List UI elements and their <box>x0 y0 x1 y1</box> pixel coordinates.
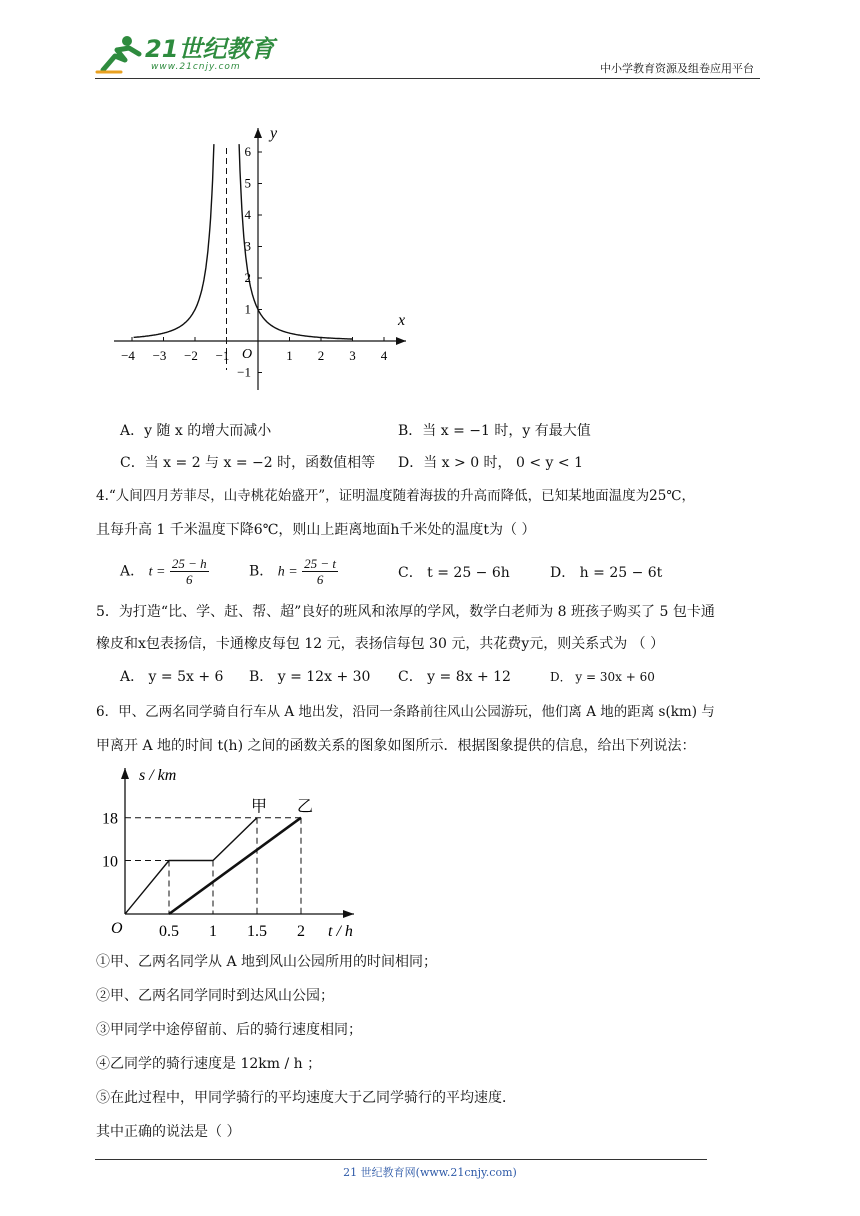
q4-line1: 4.“人间四月芳菲尽，山寺桃花始盛开”，证明温度随着海拔的升高而降低，已知某地面温度为25℃， <box>96 488 695 504</box>
q5-line2: 橡皮和x包表扬信，卡通橡皮每包 12 元，表扬信每包 30 元，共花费y元，则关系式为 （ ） <box>96 636 665 652</box>
curve-left-branch <box>134 144 214 337</box>
t-tick-label: 0.5 <box>159 923 179 940</box>
origin-label: O <box>111 920 123 937</box>
y-tick-label: −1 <box>237 364 251 380</box>
q6-statement-3: ③甲同学中途停留前、后的骑行速度相同； <box>96 1022 362 1038</box>
x-tick-label: −2 <box>184 348 198 363</box>
logo-runner-icon <box>95 34 143 74</box>
footer-site: 21 世纪教育网(www.21cnjy.com) <box>343 1166 517 1179</box>
q5-line1: 5．为打造“比、学、赶、帮、超”良好的班风和浓厚的学风，数学白老师为 8 班孩子购买了 5 包卡通 <box>96 604 715 620</box>
q6-line2: 甲离开 A 地的时间 t(h) 之间的函数关系的图象如图所示．根据图象提供的信息，给出下列说法： <box>96 738 696 754</box>
x-tick-label: −4 <box>121 348 135 363</box>
y-tick-label: 2 <box>244 270 251 285</box>
y-tick-label: 5 <box>244 175 251 191</box>
yi-label: 乙 <box>297 798 314 816</box>
t-axis-arrow <box>343 910 354 918</box>
y-tick-label: 6 <box>244 144 251 159</box>
q4-a-den: 6 <box>186 572 193 587</box>
q4-option-d: D． h = 25 − 6t <box>550 565 663 581</box>
q4-b-den: 6 <box>316 572 324 587</box>
x-axis-label: x <box>398 312 406 329</box>
q4-b-label: B． <box>249 563 274 580</box>
jia-label: 甲 <box>251 798 268 816</box>
q4-b-num: 25 − t <box>304 556 337 571</box>
logo-main: 21世纪教育 <box>145 35 275 63</box>
q5-option-b: B． y = 12x + 30 <box>249 669 371 685</box>
q4-a-lhs: t = <box>148 564 166 580</box>
q6-ask: 其中正确的说法是（ ） <box>96 1124 241 1140</box>
s-tick-label: 18 <box>102 810 118 828</box>
q3-option-b: B．当 x = −1 时，y 有最大值 <box>398 423 591 439</box>
q6-statement-4: ④乙同学的骑行速度是 12km / h ； <box>96 1056 322 1072</box>
y-axis-arrow <box>254 128 262 138</box>
q4-b-frac <box>302 556 338 587</box>
q3-option-d: D．当 x > 0 时， 0 < y < 1 <box>398 455 583 471</box>
q4-a-label: A． <box>120 563 145 580</box>
q6-statement-5: ⑤在此过程中，甲同学骑行的平均速度大于乙同学骑行的平均速度． <box>96 1090 516 1106</box>
function-graph <box>100 118 420 400</box>
x-tick-label: −1 <box>215 348 230 363</box>
y-tick-label: 3 <box>244 238 251 254</box>
x-tick-label: −3 <box>152 348 167 363</box>
q5-option-c: C． y = 8x + 12 <box>398 669 511 685</box>
q5-option-d: D． y = 30x + 60 <box>550 670 655 684</box>
distance-time-graph <box>96 758 376 948</box>
q3-option-a: A．y 随 x 的增大而减小 <box>120 423 272 439</box>
curve-right-branch <box>239 144 352 339</box>
y-tick-label: 4 <box>244 207 251 222</box>
s-axis-label: s / km <box>139 767 177 784</box>
s-tick-label: 10 <box>102 853 118 871</box>
q6-statement-1: ①甲、乙两名同学从 A 地到风山公园所用的时间相同； <box>96 954 438 970</box>
header-rule <box>95 78 760 79</box>
q4-option-a <box>120 556 209 587</box>
line-yi <box>169 818 301 914</box>
q4-a-num: 25 − h <box>171 556 207 571</box>
x-tick-label: 2 <box>317 348 325 363</box>
x-tick-label: 1 <box>286 348 293 363</box>
t-tick-label: 1.5 <box>247 923 267 940</box>
header <box>95 30 760 78</box>
y-tick-label: 1 <box>244 301 251 317</box>
q4-a-frac <box>170 556 209 587</box>
x-tick-label: 4 <box>380 348 388 363</box>
y-axis-label: y <box>270 125 278 142</box>
s-axis-arrow <box>121 768 129 779</box>
q6-statement-2: ②甲、乙两名同学同时到达风山公园； <box>96 988 334 1004</box>
t-tick-label: 2 <box>297 923 305 940</box>
x-tick-label: 3 <box>349 348 356 363</box>
x-axis-arrow <box>396 337 406 345</box>
q4-line2: 且每升高 1 千米温度下降6℃，则山上距离地面h千米处的温度t为（ ） <box>96 522 536 538</box>
t-tick-label: 1 <box>209 923 217 940</box>
q6-line1: 6．甲、乙两名同学骑自行车从 A 地出发，沿同一条路前往风山公园游玩，他们离 A 地的距离 s(km) 与 <box>96 704 715 720</box>
q3-option-c: C．当 x = 2 与 x = −2 时，函数值相等 <box>120 455 376 471</box>
q4-option-c: C． t = 25 − 6h <box>398 565 510 581</box>
origin-label: O <box>242 347 253 362</box>
t-axis-label: t / h <box>328 923 353 940</box>
footer-rule <box>95 1159 707 1160</box>
q4-b-lhs: h = <box>277 564 298 580</box>
q4-option-b <box>249 556 338 587</box>
logo-url: www.21cnjy.com <box>151 62 241 72</box>
q5-option-a: A． y = 5x + 6 <box>120 669 224 685</box>
platform-name: 中小学教育资源及组卷应用平台 <box>600 62 754 75</box>
